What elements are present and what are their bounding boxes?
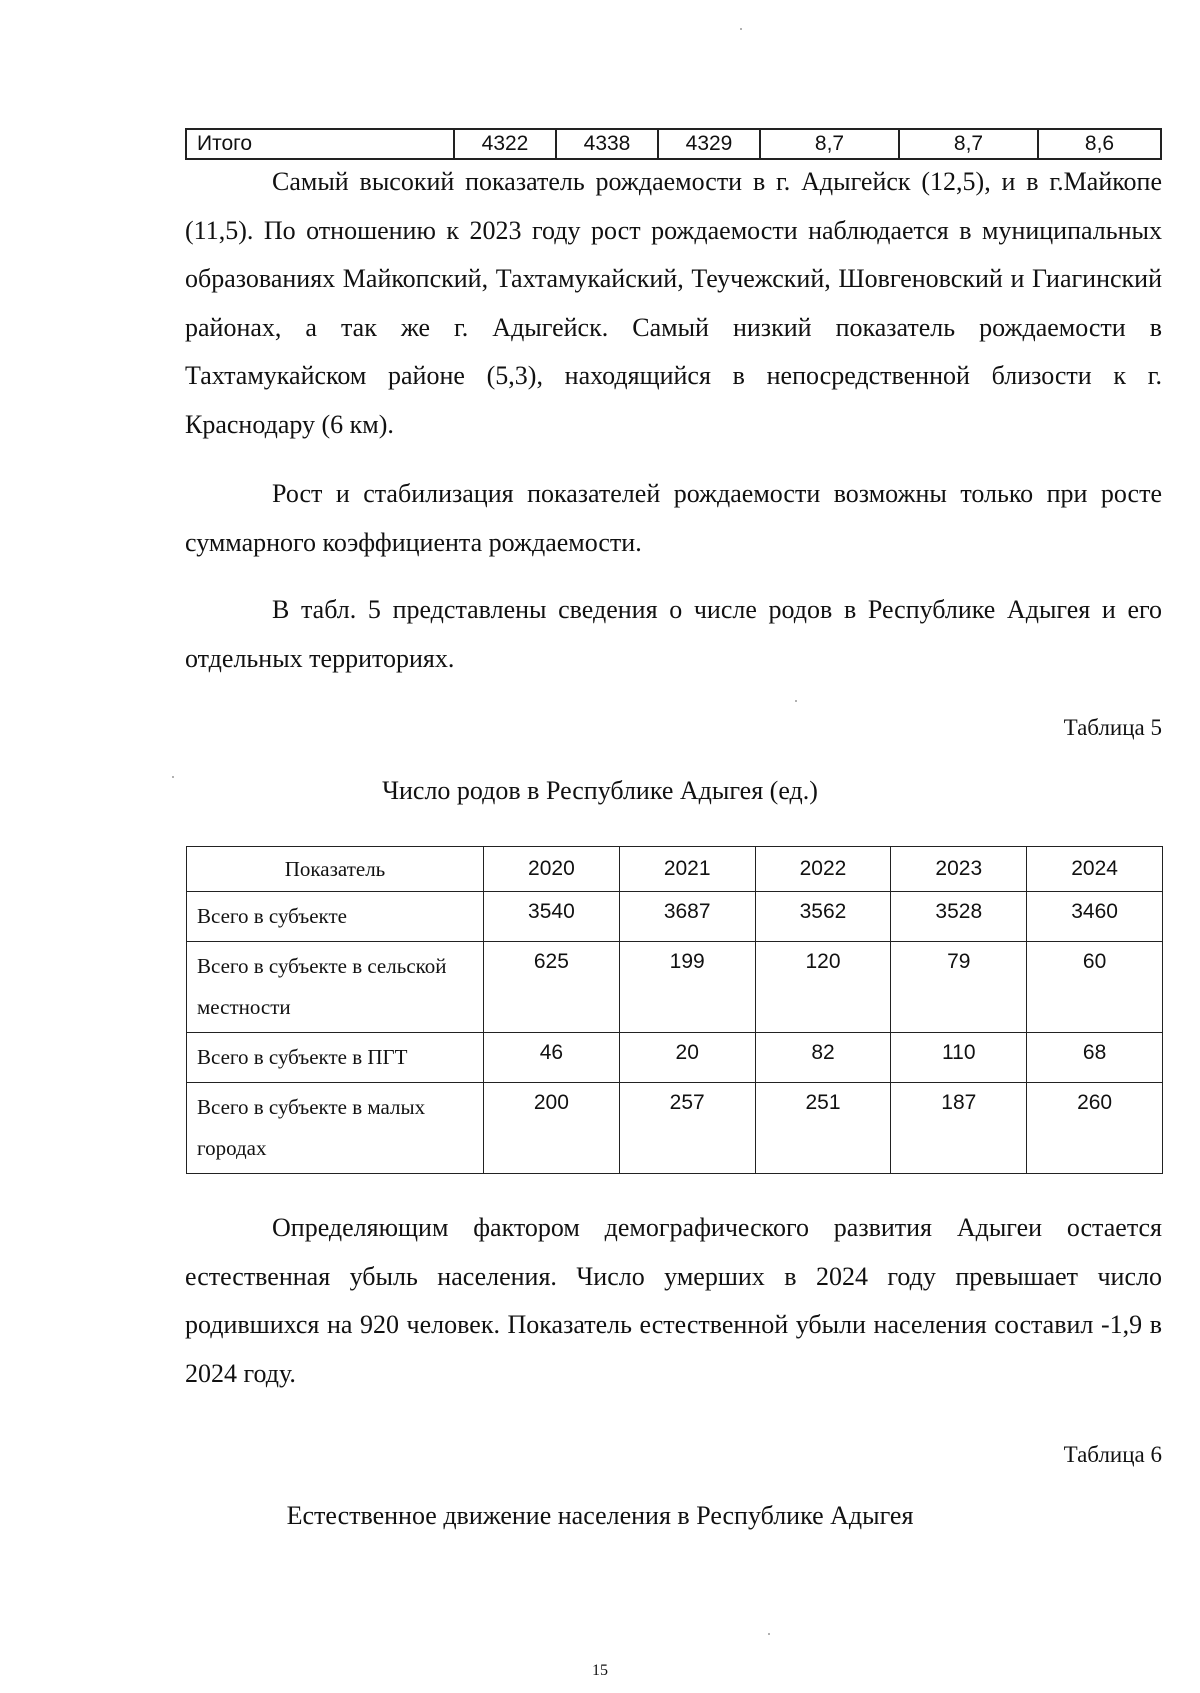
table-cell: 3540: [484, 892, 620, 942]
table-cell: 8,7: [899, 129, 1038, 159]
table-cell: 257: [619, 1083, 755, 1174]
table5-title: Число родов в Республике Адыгея (ед.): [382, 776, 818, 805]
row-label: Всего в субъекте в малых городах: [187, 1083, 484, 1174]
table-cell: 79: [891, 942, 1027, 1033]
table-cell: 3460: [1027, 892, 1163, 942]
column-header: 2020: [484, 847, 620, 892]
table-cell: 110: [891, 1033, 1027, 1083]
paragraph-stabilization: Рост и стабилизация показателей рождаемости возможны только при росте суммарного коэффициента рождаемости.: [185, 479, 1162, 557]
table-cell: 260: [1027, 1083, 1163, 1174]
paragraph-birth-rate: Самый высокий показатель рождаемости в г. Адыгейск (12,5), и в г.Майкопе (11,5). По отношению к 2023 году рост рождаемости наблюдается в муниципальных образованиях Майкопский, Тахтамукайский, Теучежский, Шовгеновский и Гиагинский районах, а так же г. Адыгейск. Самый низкий показатель рождаемости в Тахтамукайском районе (5,3), находящийся в непосредственной близости к г. Краснодару (6 км).: [185, 167, 1162, 439]
table-cell: 4338: [556, 129, 658, 159]
table-cell: 8,6: [1038, 129, 1161, 159]
column-header: 2024: [1027, 847, 1163, 892]
column-header: 2021: [619, 847, 755, 892]
births-table: [186, 846, 1163, 1174]
scan-speck: [768, 1633, 770, 1635]
table-cell: 200: [484, 1083, 620, 1174]
table-cell: 3687: [619, 892, 755, 942]
column-header: Показатель: [187, 847, 484, 892]
table-cell: 187: [891, 1083, 1027, 1174]
table-row: [187, 1083, 1163, 1174]
summary-table-fragment: [185, 128, 1162, 160]
table-row: [187, 942, 1163, 1033]
paragraph-table5-intro: В табл. 5 представлены сведения о числе родов в Республике Адыгея и его отдельных территориях.: [185, 595, 1162, 673]
table-cell: 251: [755, 1083, 891, 1174]
table-cell: 82: [755, 1033, 891, 1083]
table-row: [187, 1033, 1163, 1083]
row-label: Всего в субъекте в ПГТ: [187, 1033, 484, 1083]
scan-speck: [172, 776, 174, 778]
table-cell: Итого: [186, 129, 454, 159]
table-cell: 120: [755, 942, 891, 1033]
table-cell: 46: [484, 1033, 620, 1083]
table-cell: 625: [484, 942, 620, 1033]
table-cell: 3562: [755, 892, 891, 942]
table-cell: 60: [1027, 942, 1163, 1033]
table6-label: Таблица 6: [1063, 1442, 1162, 1467]
table-cell: 4322: [454, 129, 556, 159]
table-cell: 4329: [658, 129, 760, 159]
table-cell: 199: [619, 942, 755, 1033]
table5-label: Таблица 5: [1063, 715, 1162, 740]
table-row: [186, 129, 1161, 159]
row-label: Всего в субъекте в сельской местности: [187, 942, 484, 1033]
scan-speck: [795, 700, 797, 702]
table-row: [187, 892, 1163, 942]
page-number: 15: [592, 1662, 608, 1679]
column-header: 2022: [755, 847, 891, 892]
table-cell: 68: [1027, 1033, 1163, 1083]
table-header-row: [187, 847, 1163, 892]
table-cell: 3528: [891, 892, 1027, 942]
row-label: Всего в субъекте: [187, 892, 484, 942]
table-cell: 8,7: [760, 129, 899, 159]
paragraph-natural-decline: Определяющим фактором демографического развития Адыгеи остается естественная убыль населения. Число умерших в 2024 году превышает число родившихся на 920 человек. Показатель естественной убыли населения составил -1,9 в 2024 году.: [185, 1213, 1162, 1388]
table-cell: 20: [619, 1033, 755, 1083]
table6-title: Естественное движение населения в Республике Адыгея: [286, 1501, 914, 1530]
column-header: 2023: [891, 847, 1027, 892]
scan-speck: [740, 28, 742, 30]
